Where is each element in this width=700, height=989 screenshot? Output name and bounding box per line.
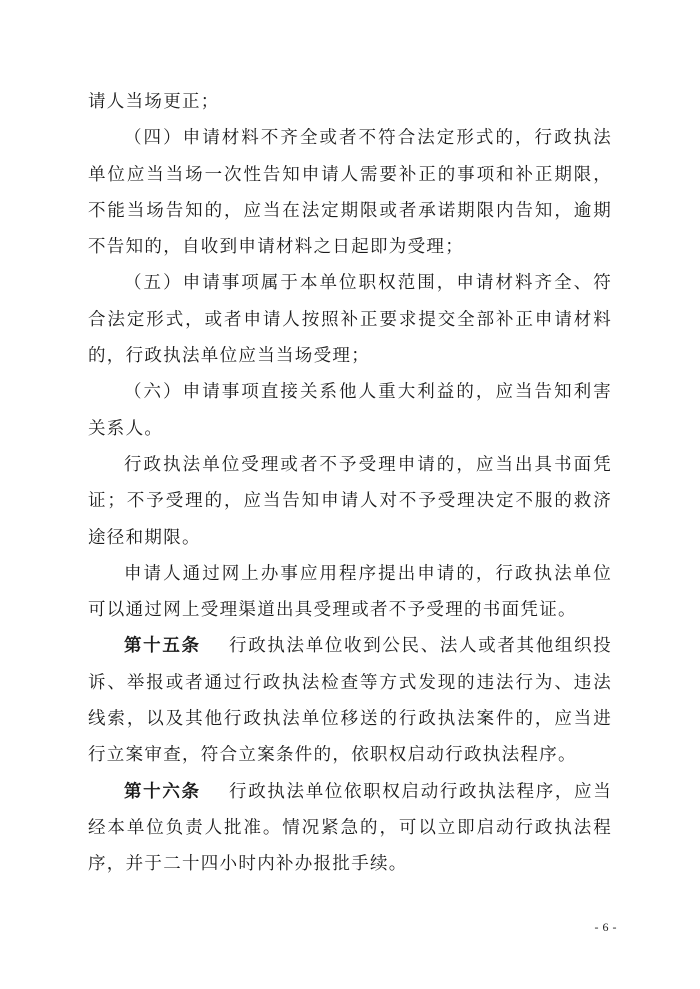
paragraph-online-application: 申请人通过网上办事应用程序提出申请的，行政执法单位可以通过网上受理渠道出具受理或者不予受理的书面凭证。: [88, 563, 612, 621]
article-16: [88, 774, 612, 883]
article-15-text: 行政执法单位收到公民、法人或者其他组织投诉、举报或者通过行政执法检查等方式发现的违法行为、违法线索，以及其他行政执法单位移送的行政执法案件的，应当进行立案审查，符合立案条件的，依职权启动行政执法程序。: [88, 636, 613, 766]
paragraph-receipt-certificate: 行政执法单位受理或者不予受理申请的，应当出具书面凭证；不予受理的，应当告知申请人对不予受理决定不服的救济途径和期限。: [88, 454, 612, 548]
page-number: - 6 -: [594, 920, 617, 934]
document-body: [88, 84, 612, 883]
article-16-number: 第十六条: [124, 781, 201, 802]
paragraph-item-five: （五）申请事项属于本单位职权范围，申请材料齐全、符合法定形式，或者申请人按照补正要求提交全部补正申请材料的，行政执法单位应当当场受理；: [88, 273, 612, 367]
paragraph-continuation: 请人当场更正；: [88, 92, 220, 112]
paragraph-item-six: （六）申请事项直接关系他人重大利益的，应当告知利害关系人。: [88, 382, 612, 439]
article-15: [88, 628, 612, 773]
article-15-number: 第十五条: [124, 636, 201, 657]
paragraph-item-four: （四）申请材料不齐全或者不符合法定形式的，行政执法单位应当当场一次性告知申请人需要补正的事项和补正期限，不能当场告知的，应当在法定期限或者承诺期限内告知，逾期不告知的，自收到申请材料之日起即为受理；: [88, 128, 612, 258]
article-16-text: 行政执法单位依职权启动行政执法程序，应当经本单位负责人批准。情况紧急的，可以立即启动行政执法程序，并于二十四小时内补办报批手续。: [88, 781, 613, 875]
